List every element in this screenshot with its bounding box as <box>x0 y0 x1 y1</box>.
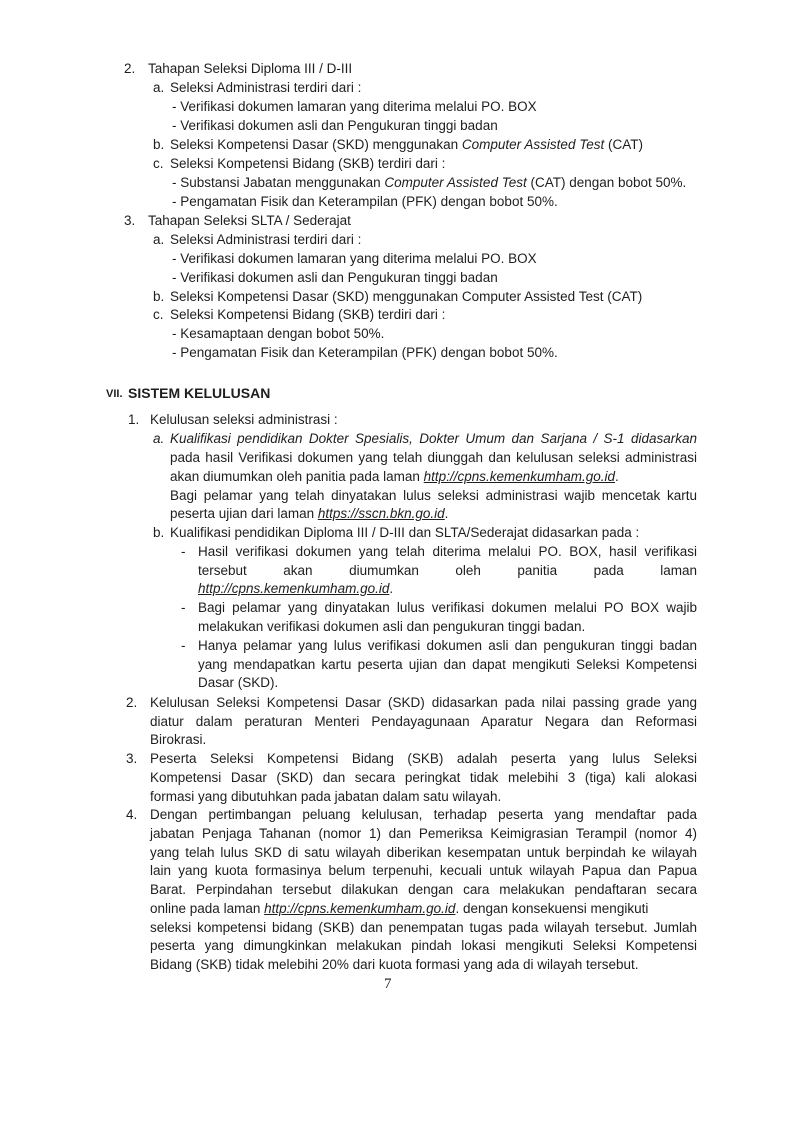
list-item: - Verifikasi dokumen asli dan Pengukuran tinggi badan <box>172 270 498 285</box>
paragraph-line: Bagi pelamar yang telah dinyatakan lulus seleksi administrasi wajib mencetak kartu <box>170 488 697 503</box>
page-number: 7 <box>384 976 392 992</box>
text-run-italic: Computer Assisted Test <box>384 175 527 190</box>
item-number: 2. <box>124 61 136 76</box>
text-run: akan diumumkan oleh panitia pada laman <box>170 469 424 484</box>
paragraph-line <box>198 580 393 598</box>
item-letter: a. <box>153 431 165 446</box>
paragraph-line: Peserta Seleksi Kompetensi Bidang (SKB) adalah peserta yang lulus Seleksi <box>150 751 697 766</box>
paragraph-line: yang telah lulus SKD di satu wilayah diberikan kesempatan untuk berpindah ke wilayah <box>150 845 697 860</box>
paragraph-line: Kelulusan Seleksi Kompetensi Dasar (SKD) didasarkan pada nilai passing grade yang <box>150 695 697 710</box>
paragraph-line: Birokrasi. <box>150 732 207 747</box>
text-run: . <box>389 581 394 596</box>
sub-heading: Seleksi Administrasi terdiri dari : <box>170 80 362 95</box>
paragraph-line: yang mendapatkan kartu peserta ujian dan dapat mengikuti Seleksi Kompetensi <box>198 657 697 672</box>
paragraph-line: Dasar (SKD). <box>198 675 279 690</box>
paragraph-line: pada hasil Verifikasi dokumen yang telah diunggah dan kelulusan seleksi administrasi <box>170 450 697 465</box>
text-run-italic: Computer Assisted Test <box>461 137 605 152</box>
list-item: - Verifikasi dokumen asli dan Pengukuran tinggi badan <box>172 118 498 133</box>
paragraph-line <box>170 505 448 523</box>
list-item <box>170 136 643 154</box>
link[interactable]: https://sscn.bkn.go.id <box>317 506 445 521</box>
paragraph-line: tersebut akan diumumkan oleh panitia pada laman <box>198 563 697 578</box>
text-run: (CAT) dengan bobot 50%. <box>526 175 687 190</box>
list-item: - Kesamaptaan dengan bobot 50%. <box>172 326 385 341</box>
item-letter: b. <box>153 525 165 540</box>
text-run: online pada laman <box>150 901 265 916</box>
link[interactable]: http://cpns.kemenkumham.go.id <box>264 901 456 916</box>
list-item: - Pengamatan Fisik dan Keterampilan (PFK) dengan bobot 50%. <box>172 194 558 209</box>
list-item: - Verifikasi dokumen lamaran yang diterima melalui PO. BOX <box>172 251 537 266</box>
item-letter: b. <box>153 289 165 304</box>
text-run: . <box>615 469 619 484</box>
link[interactable]: http://cpns.kemenkumham.go.id <box>198 581 390 596</box>
item-number: 1. <box>128 412 140 427</box>
paragraph-heading: Kualifikasi pendidikan Diploma III / D-III dan SLTA/Sederajat didasarkan pada : <box>170 525 640 540</box>
text-run: peserta ujian dari laman <box>170 506 318 521</box>
list-item: - Pengamatan Fisik dan Keterampilan (PFK) dengan bobot 50%. <box>172 345 558 360</box>
paragraph-line: Hasil verifikasi dokumen yang telah diterima melalui PO. BOX, hasil verifikasi <box>198 544 697 559</box>
list-item <box>172 174 686 192</box>
sub-heading: Seleksi Kompetensi Bidang (SKB) terdiri dari : <box>170 307 446 322</box>
paragraph-line: Kualifikasi pendidikan Dokter Spesialis, Dokter Umum dan Sarjana / S-1 didasarkan <box>170 431 697 446</box>
paragraph-line: melakukan verifikasi dokumen asli dan pengukuran tinggi badan. <box>198 619 586 634</box>
paragraph-heading: Kelulusan seleksi administrasi : <box>150 412 338 427</box>
text-run: . <box>444 506 449 521</box>
section-heading: Tahapan Seleksi Diploma III / D-III <box>148 61 353 76</box>
section-title: SISTEM KELULUSAN <box>128 385 271 401</box>
text-run: (CAT) <box>604 137 643 152</box>
list-item: - Verifikasi dokumen lamaran yang diterima melalui PO. BOX <box>172 99 537 114</box>
dash-bullet: - <box>181 600 186 615</box>
item-number: 3. <box>124 213 136 228</box>
paragraph-line: Kompetensi Dasar (SKD) dan secara peringkat tidak melebihi 3 (tiga) kali alokasi <box>150 770 697 785</box>
paragraph-line: Barat. Perpindahan tersebut dilakukan dengan cara melakukan pendaftaran secara <box>150 882 697 897</box>
list-item: Seleksi Kompetensi Dasar (SKD) menggunakan Computer Assisted Test (CAT) <box>170 289 643 304</box>
paragraph-line: Hanya pelamar yang lulus verifikasi dokumen asli dan pengukuran tinggi badan <box>198 638 697 653</box>
section-number: VII. <box>106 388 123 400</box>
item-letter: a. <box>153 80 165 95</box>
sub-heading: Seleksi Administrasi terdiri dari : <box>170 232 362 247</box>
paragraph-line: diatur dalam peraturan Menteri Pendayagunaan Aparatur Negara dan Reformasi <box>150 714 697 729</box>
dash-bullet: - <box>181 544 186 559</box>
paragraph-line: seleksi kompetensi bidang (SKB) dan penempatan tugas pada wilayah tersebut. Jumlah <box>150 920 697 935</box>
paragraph-line: jabatan Penjaga Tahanan (nomor 1) dan Pemeriksa Keimigrasian Terampil (nomor 4) <box>150 826 697 841</box>
item-number: 4. <box>126 807 138 822</box>
link[interactable]: http://cpns.kemenkumham.go.id <box>423 469 616 484</box>
item-letter: c. <box>153 156 164 171</box>
section-heading: Tahapan Seleksi SLTA / Sederajat <box>148 213 351 228</box>
sub-heading: Seleksi Kompetensi Bidang (SKB) terdiri dari : <box>170 156 446 171</box>
paragraph-line: Bidang (SKB) tidak melebihi 20% dari kuota formasi yang ada di wilayah tersebut. <box>150 957 639 972</box>
item-letter: a. <box>153 232 165 247</box>
text-run: Seleksi Kompetensi Dasar (SKD) menggunakan <box>170 137 462 152</box>
paragraph-line: lain yang kuota formasinya belum terpenuhi, kecuali untuk wilayah Papua dan Papua <box>150 863 697 878</box>
dash-bullet: - <box>181 638 186 653</box>
paragraph-line <box>170 468 619 486</box>
item-number: 2. <box>126 695 138 710</box>
paragraph-line: Dengan pertimbangan peluang kelulusan, terhadap peserta yang mendaftar pada <box>150 807 697 822</box>
text-run: - Substansi Jabatan menggunakan <box>172 175 385 190</box>
item-letter: b. <box>153 137 165 152</box>
paragraph-line: formasi yang dibutuhkan pada jabatan dalam satu wilayah. <box>150 789 502 804</box>
item-number: 3. <box>126 751 138 766</box>
paragraph-line: Bagi pelamar yang dinyatakan lulus verifikasi dokumen melalui PO BOX wajib <box>198 600 697 615</box>
item-letter: c. <box>153 307 164 322</box>
text-run: . dengan konsekuensi mengikuti <box>455 901 649 916</box>
paragraph-line <box>150 900 648 918</box>
paragraph-line: peserta yang dimungkinkan melakukan pindah lokasi mengikuti Seleksi Kompetensi <box>150 938 697 953</box>
